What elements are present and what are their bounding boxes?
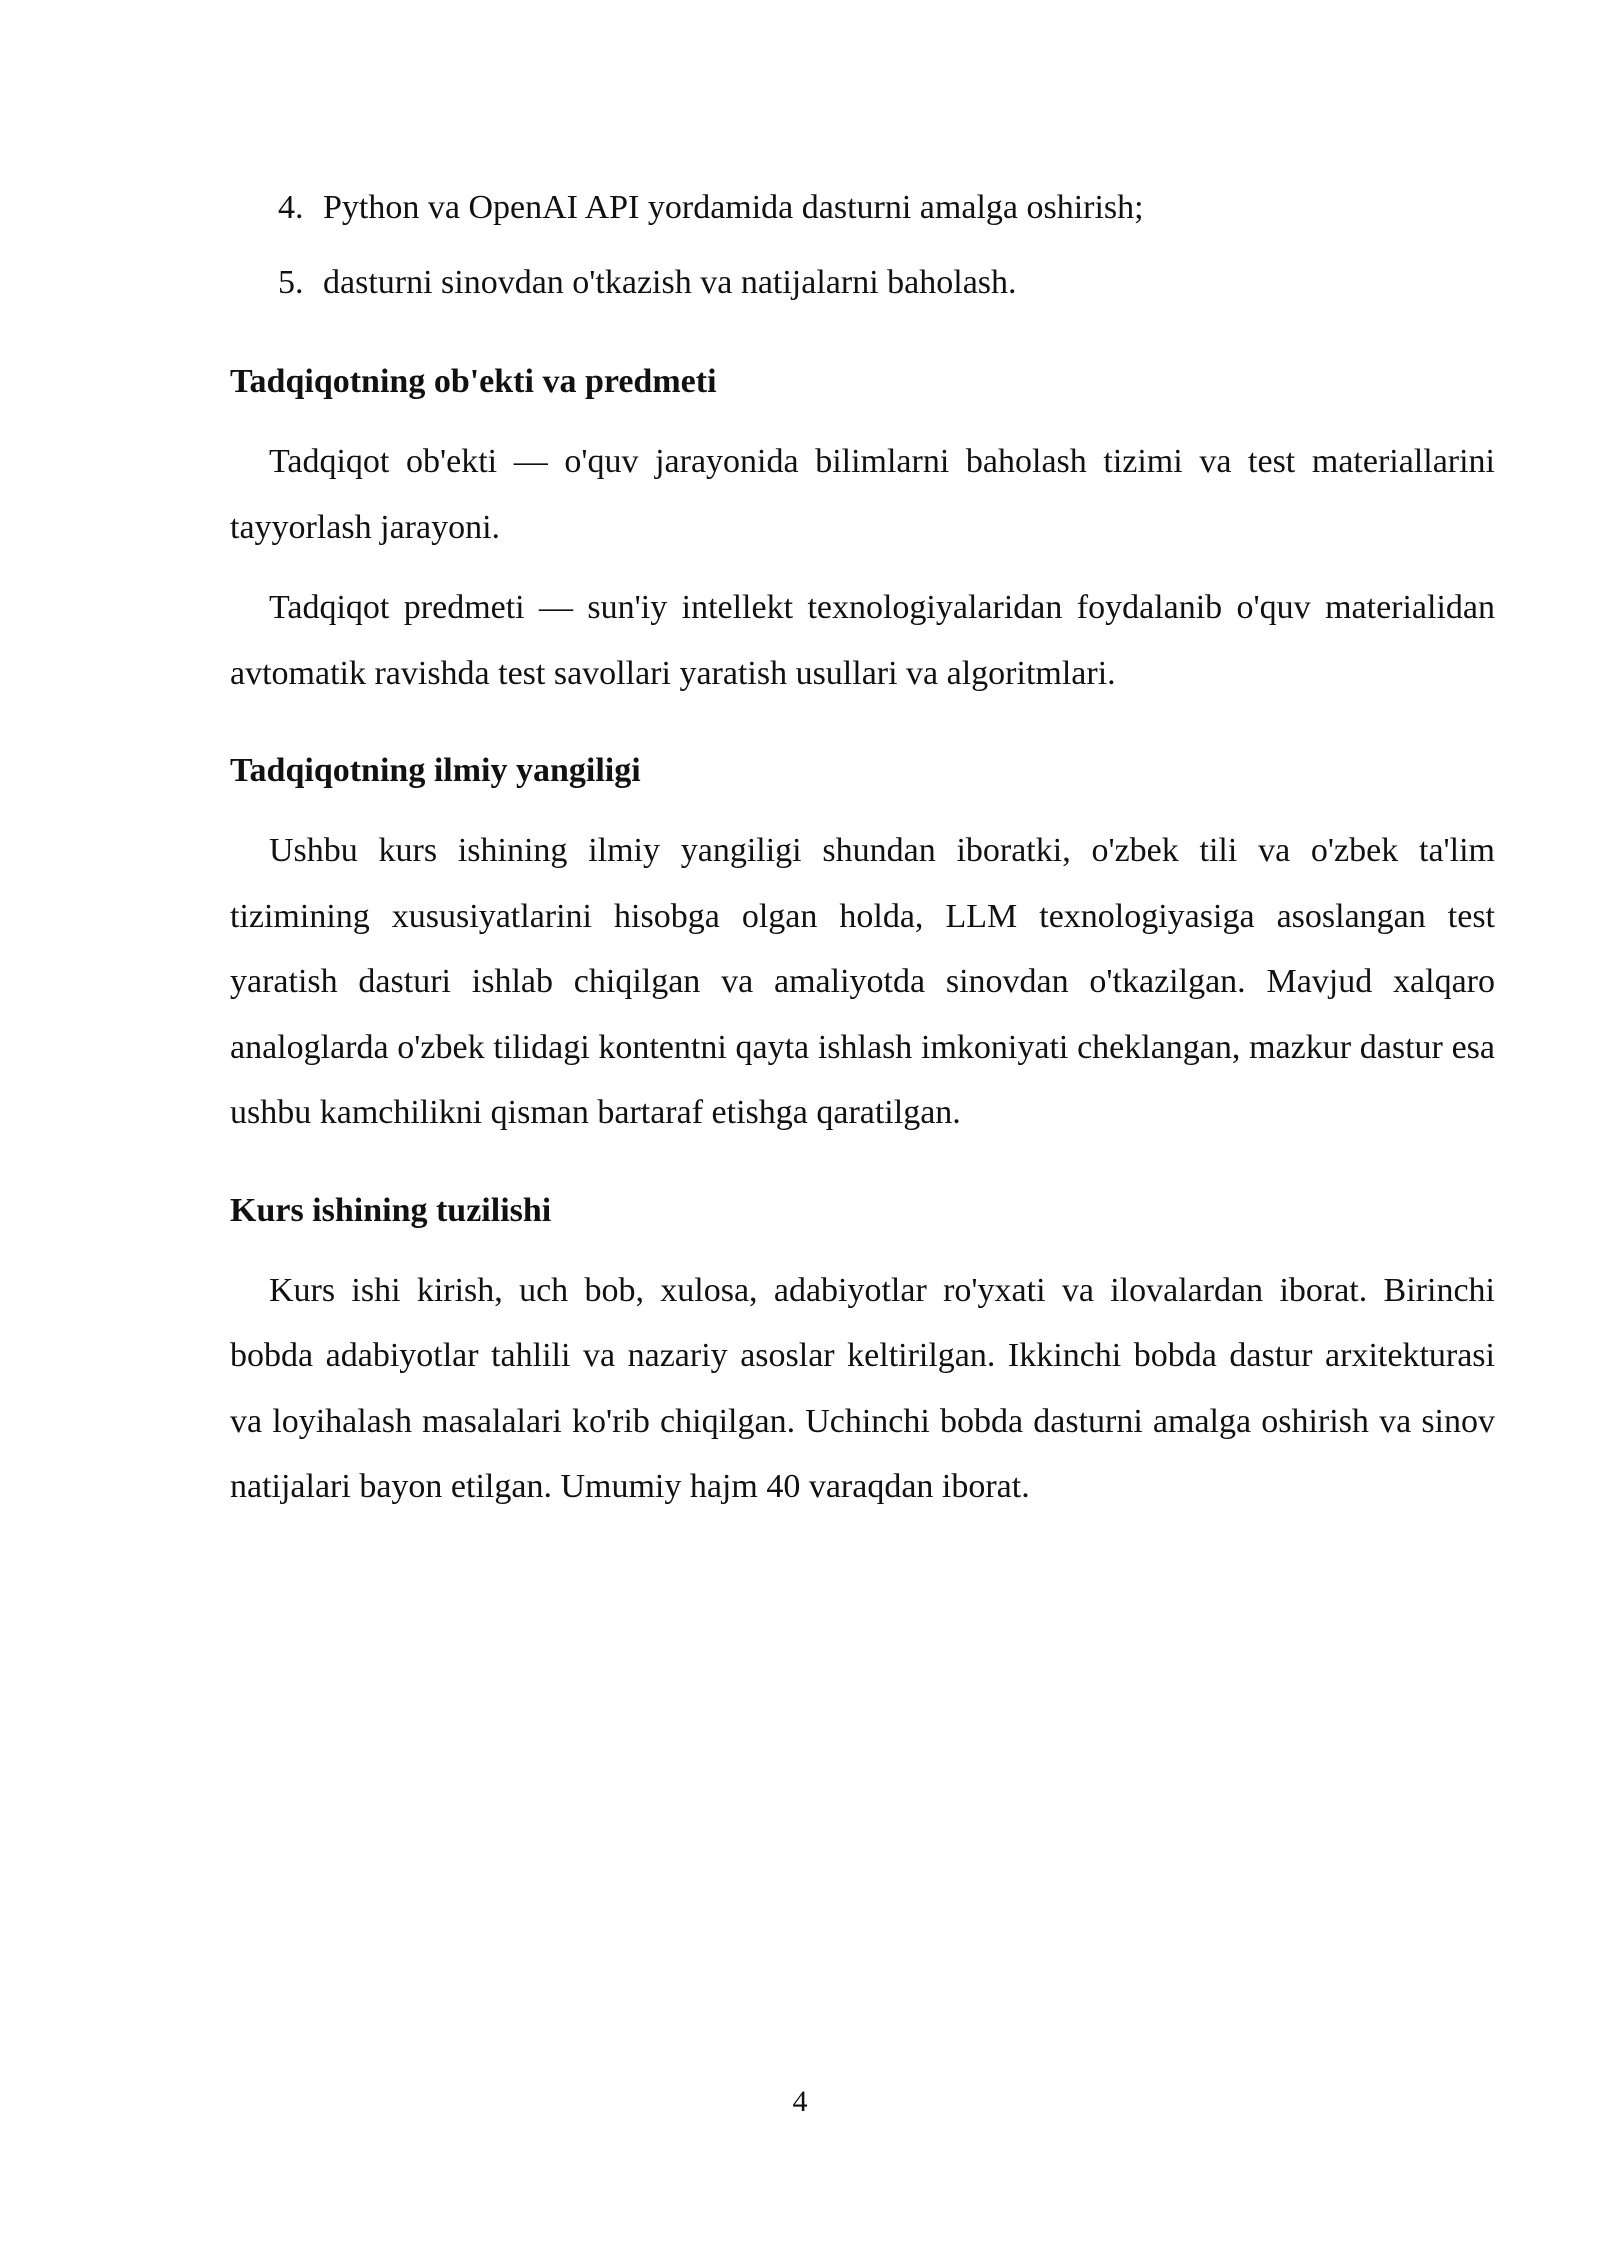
paragraph-structure: Kurs ishi kirish, uch bob, xulosa, adabiyotlar ro'yxati va ilovalardan iborat. Birinchi bobda adabiyotlar tahlili va nazariy asoslar keltirilgan. Ikkinchi bobda dastur arxitekturasi va loyihalash masalalari ko'rib chiqilgan. Uchinchi bobda dasturni amalga oshirish va sinov natijalari bayon etilgan. Umumiy hajm 40 varaqdan iborat.: [230, 1271, 1495, 1505]
paragraph-novelty: Ushbu kurs ishining ilmiy yangiligi shundan iboratki, o'zbek tili va o'zbek ta'lim tizimining xususiyatlarini hisobga olgan holda, LLM texnologiyasiga asoslangan test yaratish dasturi ishlab chiqilgan va amaliyotda sinovdan o'tkazilgan. Mavjud xalqaro analoglarda o'zbek tilidagi kontentni qayta ishlash imkoniyati cheklangan, mazkur dastur esa ushbu kamchilikni qisman bartaraf etishga qaratilgan.: [230, 832, 1495, 1131]
paragraph-subject: Tadqiqot predmeti — sun'iy intellekt texnologiyalaridan foydalanib o'quv materialidan avtomatik ravishda test savollari yaratish usullari va algoritmlari.: [230, 589, 1495, 692]
list-item-text: dasturni sinovdan o'tkazish va natijalarni baholash.: [323, 264, 1017, 301]
section-heading-object: Tadqiqotning ob'ekti va predmeti: [230, 363, 717, 400]
section-heading-novelty: Tadqiqotning ilmiy yangiligi: [230, 752, 641, 789]
list-item-text: Python va OpenAI API yordamida dasturni amalga oshirish;: [323, 189, 1144, 226]
page-number: 4: [792, 2085, 808, 2118]
list-item-number: 5.: [278, 264, 304, 301]
numbered-list: [230, 185, 1495, 306]
list-item: [230, 260, 1495, 306]
page-content: [230, 185, 1495, 1520]
list-item-number: 4.: [278, 189, 304, 226]
section-heading-structure: Kurs ishining tuzilishi: [230, 1191, 552, 1229]
paragraph-object: Tadqiqot ob'ekti — o'quv jarayonida bilimlarni baholash tizimi va test materiallarini tayyorlash jarayoni.: [230, 443, 1495, 546]
list-item: [230, 185, 1495, 231]
